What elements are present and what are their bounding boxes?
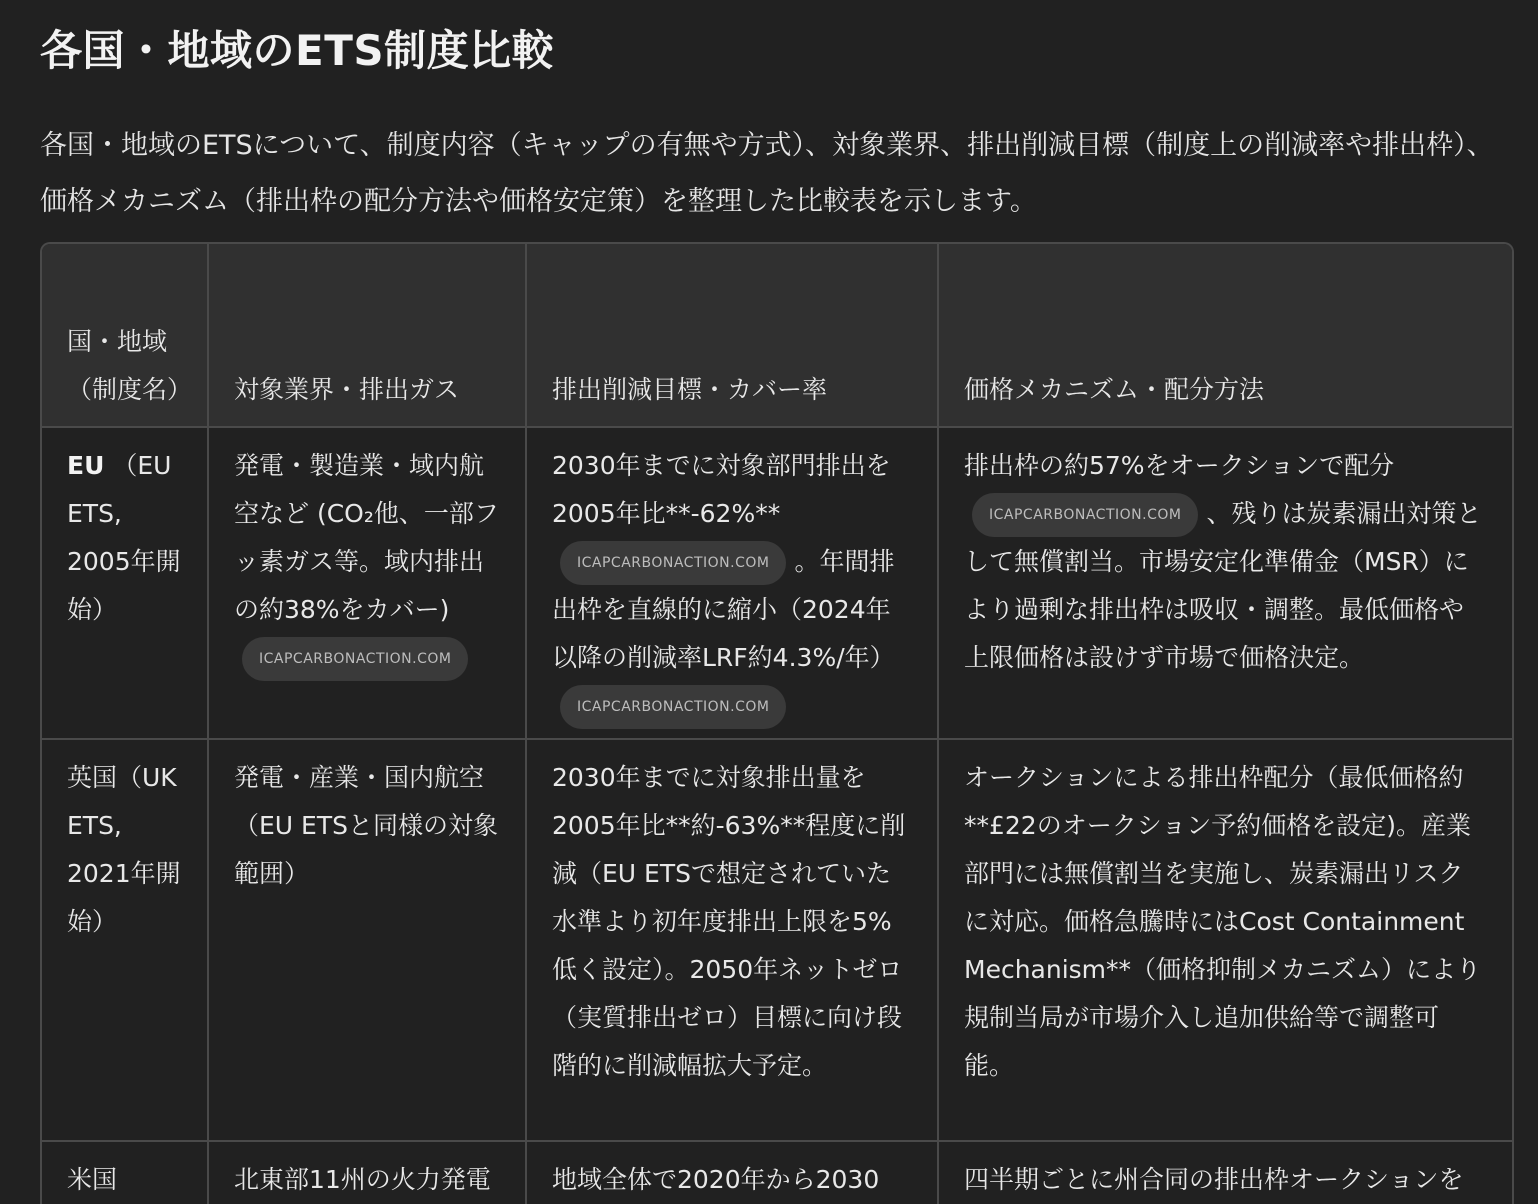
cell-sector	[208, 427, 526, 739]
cell-region: 英国（UK ETS, 2021年開始）	[42, 739, 208, 1141]
table-row	[42, 1141, 1512, 1204]
cell-target	[526, 427, 938, 739]
sector-text: 発電・製造業・域内航空など (CO₂他、一部フッ素ガス等。域内排出の約38%をカバー)	[234, 451, 499, 624]
table-row	[42, 427, 1512, 739]
price-text-a: 排出枠の約57%をオークションで配分	[964, 451, 1395, 480]
price-text-b: 、残りは炭素漏出対策として無償割当。市場安定化準備金（MSR）により過剰な排出枠は吸収・調整。最低価格や上限価格は設けず市場で価格決定。	[964, 499, 1482, 672]
source-citation-pill[interactable]: ICAPCARBONACTION.COM	[972, 493, 1198, 537]
target-text-b: 。年間排出枠を直線的に縮小（2024年以降の削減率LRF約4.3%/年）	[552, 547, 895, 672]
page-title: 各国・地域のETS制度比較	[40, 26, 555, 75]
comparison-table-container[interactable]	[40, 242, 1514, 1204]
region-name-bold: EU	[67, 451, 105, 480]
cell-region	[42, 427, 208, 739]
cell-price: オークションによる排出枠配分（最低価格約**£22のオークション予約価格を設定)。産業部門には無償割当を実施し、炭素漏出リスクに対応。価格急騰時にはCost Containment Mechanism**（価格抑制メカニズム）により規制当局が市場介入し追加供給等で調整可能。	[938, 739, 1512, 1141]
intro-paragraph: 各国・地域のETSについて、制度内容（キャップの有無や方式）、対象業界、排出削減目標（制度上の削減率や排出枠）、価格メカニズム（排出枠の配分方法や価格安定策）を整理した比較表を示します。	[40, 130, 1494, 217]
table-row	[42, 739, 1512, 1141]
cell-price: 四半期ごとに州合同の排出枠オークションを	[938, 1141, 1512, 1204]
source-citation-pill[interactable]: ICAPCARBONACTION.COM	[560, 541, 786, 585]
header-region: 国・地域（制度名）	[42, 244, 208, 427]
header-price: 価格メカニズム・配分方法	[938, 244, 1512, 427]
comparison-table	[42, 244, 1512, 1204]
cell-sector: 北東部11州の火力発電	[208, 1141, 526, 1204]
cell-price	[938, 427, 1512, 739]
source-citation-pill[interactable]: ICAPCARBONACTION.COM	[242, 637, 468, 681]
cell-sector: 発電・産業・国内航空（EU ETSと同様の対象範囲）	[208, 739, 526, 1141]
cell-target: 地域全体で2020年から2030	[526, 1141, 938, 1204]
cell-target: 2030年までに対象排出量を2005年比**約-63%**程度に削減（EU ETSで想定されていた水準より初年度排出上限を5%低く設定）。2050年ネットゼロ（実質排出ゼロ）目標に向け段階的に削減幅拡大予定。	[526, 739, 938, 1141]
table-header-row	[42, 244, 1512, 427]
target-text-a: 2030年までに対象部門排出を2005年比**-62%**	[552, 451, 891, 528]
cell-region: 米国	[42, 1141, 208, 1204]
header-sector: 対象業界・排出ガス	[208, 244, 526, 427]
header-target: 排出削減目標・カバー率	[526, 244, 938, 427]
source-citation-pill[interactable]: ICAPCARBONACTION.COM	[560, 685, 786, 729]
region-detail: （EU ETS, 2005年開始）	[67, 451, 181, 624]
